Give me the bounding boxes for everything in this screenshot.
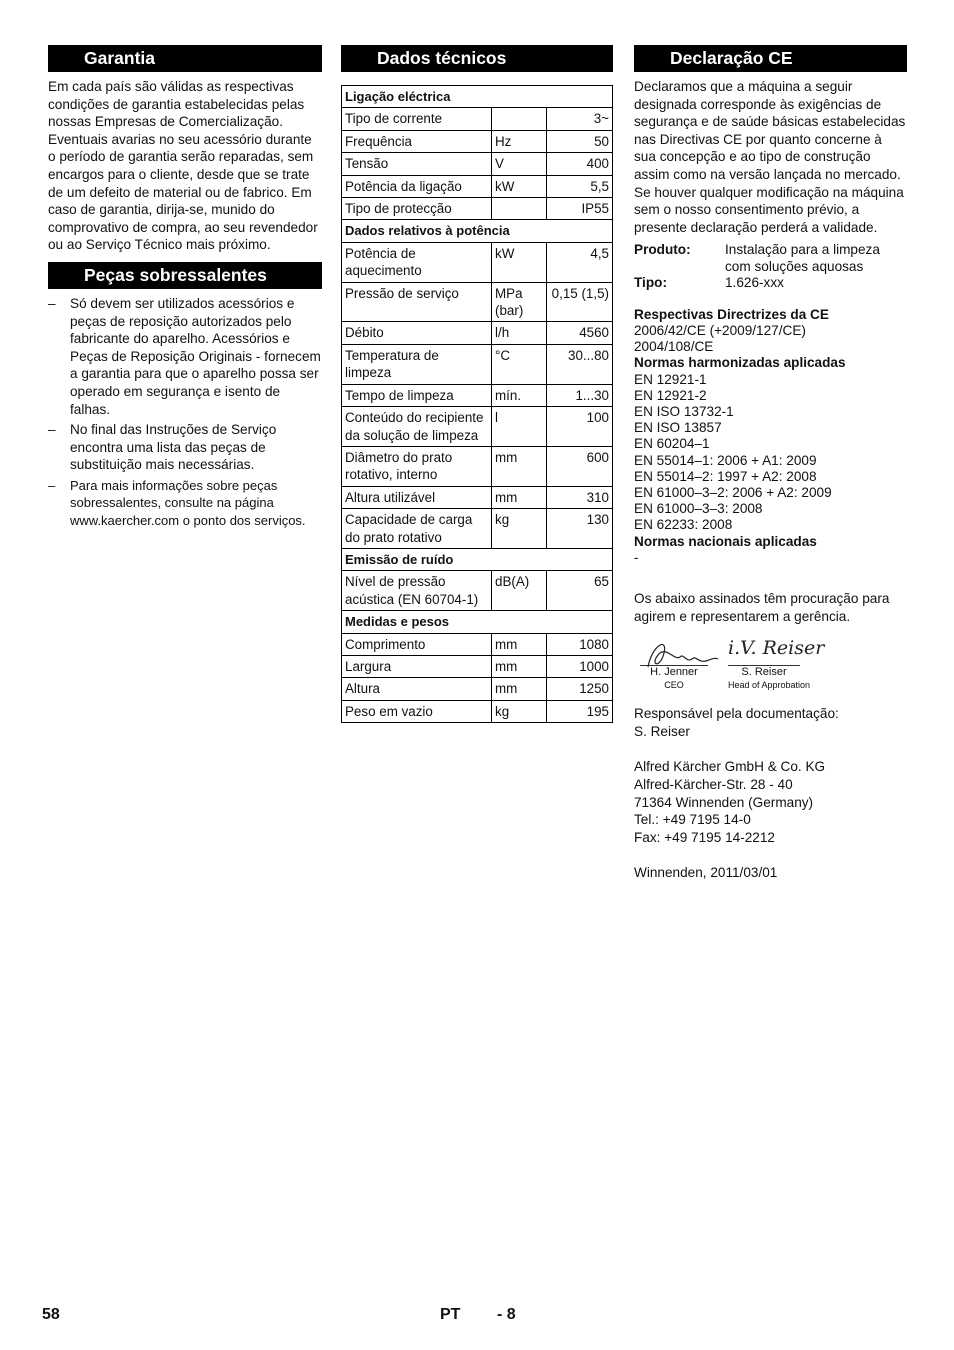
section-title: Emissão de ruído (342, 548, 613, 570)
row-label: Tensão (342, 153, 492, 175)
norm-item: EN 12921-2 (634, 387, 707, 403)
row-value: 4560 (547, 322, 613, 344)
doc-label: Responsável pela documentação: (634, 706, 839, 722)
row-unit: l/h (492, 322, 547, 344)
table-row (342, 678, 613, 700)
row-value: 1080 (547, 633, 613, 655)
table-row (342, 700, 613, 722)
table-row (342, 344, 613, 384)
directives-title: Respectivas Directrizes da CE (634, 306, 829, 322)
row-value: 195 (547, 700, 613, 722)
norm-item: EN 60204–1 (634, 436, 710, 452)
signatory-name: S. Reiser (741, 666, 787, 679)
type-label: Tipo: (634, 275, 667, 291)
national-norms-title: Normas nacionais aplicadas (634, 533, 817, 549)
row-unit: mín. (492, 384, 547, 406)
norm-item: EN 61000–3–2: 2006 + A2: 2009 (634, 485, 832, 501)
section-title: Ligação eléctrica (342, 86, 613, 108)
norm-item: EN 55014–1: 2006 + A1: 2009 (634, 452, 817, 468)
norm-item: EN ISO 13732-1 (634, 404, 734, 420)
row-label: Frequência (342, 130, 492, 152)
table-row (342, 198, 613, 220)
row-label: Diâmetro do prato rotativo, interno (342, 446, 492, 486)
address-line: Tel.: +49 7195 14-0 (634, 812, 751, 828)
row-value: 130 (547, 509, 613, 549)
row-value: 5,5 (547, 175, 613, 197)
directive-item: 2004/108/CE (634, 339, 714, 355)
signatory-role: Head of Approbation (728, 680, 811, 691)
technical-data-table (341, 85, 613, 723)
row-label: Comprimento (342, 633, 492, 655)
company-address (634, 758, 907, 846)
address-line: 71364 Winnenden (Germany) (634, 794, 814, 810)
row-unit: kW (492, 175, 547, 197)
product-row (634, 242, 907, 275)
table-row (342, 509, 613, 549)
row-unit: Hz (492, 130, 547, 152)
directive-item: 2006/42/CE (+2009/127/CE) (634, 323, 806, 339)
product-value: Instalação para a limpeza com soluções aquosas (725, 242, 880, 274)
row-label: Potência da ligação (342, 175, 492, 197)
table-row (342, 633, 613, 655)
row-unit: mm (492, 633, 547, 655)
table-section-row (342, 611, 613, 633)
address-line: Alfred-Kärcher-Str. 28 - 40 (634, 777, 793, 793)
row-label: Pressão de serviço (342, 282, 492, 322)
technical-data-heading: Dados técnicos (341, 45, 613, 72)
table-section-row (342, 548, 613, 570)
row-label: Altura utilizável (342, 486, 492, 508)
row-label: Largura (342, 655, 492, 677)
row-unit: V (492, 153, 547, 175)
product-label: Produto: (634, 242, 691, 258)
norm-item: EN 12921-1 (634, 371, 707, 387)
row-value: 400 (547, 153, 613, 175)
row-value: 3~ (547, 108, 613, 130)
column-right (634, 45, 907, 882)
row-value: 310 (547, 486, 613, 508)
row-value: 50 (547, 130, 613, 152)
row-label: Temperatura de limpeza (342, 344, 492, 384)
place-date: Winnenden, 2011/03/01 (634, 865, 778, 881)
warranty-heading: Garantia (48, 45, 322, 72)
row-unit: mm (492, 678, 547, 700)
ce-standards (634, 307, 907, 566)
row-label: Capacidade de carga do prato rotativo (342, 509, 492, 549)
table-row (342, 153, 613, 175)
signatory-reiser (728, 665, 811, 691)
row-unit: kg (492, 700, 547, 722)
row-unit (492, 108, 547, 130)
row-label: Tipo de protecção (342, 198, 492, 220)
product-info (634, 242, 907, 292)
row-value: 1...30 (547, 384, 613, 406)
list-item: – Só devem ser utilizados acessórios e peças de reposição autorizados pelo fabricante do aparelho. Acessórios e Peças de Reposição Originais - fornecem a garantia para que o aparelho possa ser operado em segurança e isento de falhas. (48, 295, 322, 418)
row-unit: mm (492, 655, 547, 677)
table-row (342, 282, 613, 322)
doc-name: S. Reiser (634, 723, 690, 739)
warranty-text: Em cada país são válidas as respectivas condições de garantia estabelecidas pelas nossas Empresas de Comercialização. Eventuais avarias no seu acessório durante o período de garantia serão reparadas, sem encargos para o cliente, desde que se trate de um defeito de material ou de fabrico. Em caso de garantia, dirija-se, munido do comprovativo de compra, ao seu revendedor ou ao Serviço Técnico mais próximo. (48, 79, 318, 253)
row-value: IP55 (547, 198, 613, 220)
row-value: 4,5 (547, 242, 613, 282)
language-code: PT (440, 1306, 461, 1323)
table-row (342, 322, 613, 344)
column-left (48, 45, 322, 533)
list-item: – Para mais informações sobre peças sobressalentes, consulte na página www.kaercher.com o ponto dos serviços. (48, 477, 322, 530)
ce-declaration-heading: Declaração CE (634, 45, 907, 72)
table-row (342, 407, 613, 447)
table-row (342, 446, 613, 486)
row-unit: l (492, 407, 547, 447)
signatory-role: CEO (664, 680, 684, 691)
column-middle (341, 45, 613, 723)
row-label: Conteúdo do recipiente da solução de limpeza (342, 407, 492, 447)
section-title: Dados relativos à potência (342, 220, 613, 242)
row-label: Tipo de corrente (342, 108, 492, 130)
table-row (342, 655, 613, 677)
row-label: Potência de aquecimento (342, 242, 492, 282)
row-value: 1000 (547, 655, 613, 677)
row-label: Altura (342, 678, 492, 700)
row-label: Nível de pressão acústica (EN 60704-1) (342, 571, 492, 611)
norm-item: EN 61000–3–3: 2008 (634, 501, 763, 517)
signatures (634, 635, 907, 705)
row-unit: dB(A) (492, 571, 547, 611)
row-unit (492, 198, 547, 220)
row-label: Tempo de limpeza (342, 384, 492, 406)
row-label: Peso em vazio (342, 700, 492, 722)
row-value: 100 (547, 407, 613, 447)
page-number: 58 (42, 1306, 60, 1323)
list-item: – No final das Instruções de Serviço encontra uma lista das peças de substituição mais necessárias. (48, 421, 322, 474)
table-row (342, 384, 613, 406)
signatories-text: Os abaixo assinados têm procuração para agirem e representarem a gerência. (634, 591, 890, 624)
row-unit: kW (492, 242, 547, 282)
row-unit: mm (492, 446, 547, 486)
row-unit: mm (492, 486, 547, 508)
row-value: 65 (547, 571, 613, 611)
sub-page-number: - 8 (497, 1306, 516, 1323)
row-value: 0,15 (1,5) (547, 282, 613, 322)
norms-title: Normas harmonizadas aplicadas (634, 355, 846, 371)
table-row (342, 242, 613, 282)
table-row (342, 571, 613, 611)
table-section-row (342, 86, 613, 108)
type-row (634, 275, 907, 292)
row-value: 600 (547, 446, 613, 486)
ce-intro-text: Declaramos que a máquina a seguir designada corresponde às exigências de segurança e de saúde básicas estabelecidas nas Directivas CE por quanto concerne à sua concepção e ao tipo de construção assim como na versão lançada no mercado. Se houver qualquer modificação na máquina sem o nosso consentimento prévio, a presente declaração perderá a validade. (634, 79, 906, 235)
row-unit: °C (492, 344, 547, 384)
table-row (342, 130, 613, 152)
norm-item: EN 55014–2: 1997 + A2: 2008 (634, 468, 817, 484)
spare-parts-list (48, 295, 322, 530)
row-unit: MPa (bar) (492, 282, 547, 322)
table-row (342, 175, 613, 197)
norm-item: EN ISO 13857 (634, 420, 722, 436)
norm-item: EN 62233: 2008 (634, 517, 733, 533)
address-line: Fax: +49 7195 14-2212 (634, 829, 775, 845)
type-value: 1.626-xxx (725, 275, 784, 291)
row-value: 30...80 (547, 344, 613, 384)
table-row (342, 486, 613, 508)
documentation-responsible (634, 705, 907, 740)
table-section-row (342, 220, 613, 242)
address-line: Alfred Kärcher GmbH & Co. KG (634, 759, 826, 775)
spare-parts-heading: Peças sobressalentes (48, 262, 322, 289)
row-label: Débito (342, 322, 492, 344)
row-unit: kg (492, 509, 547, 549)
signatory-jenner (640, 665, 708, 691)
table-row (342, 108, 613, 130)
section-title: Medidas e pesos (342, 611, 613, 633)
signature-reiser-image: i.V. Reiser (728, 637, 825, 660)
national-norms-value: - (634, 549, 639, 565)
signatory-name: H. Jenner (650, 666, 698, 679)
row-value: 1250 (547, 678, 613, 700)
